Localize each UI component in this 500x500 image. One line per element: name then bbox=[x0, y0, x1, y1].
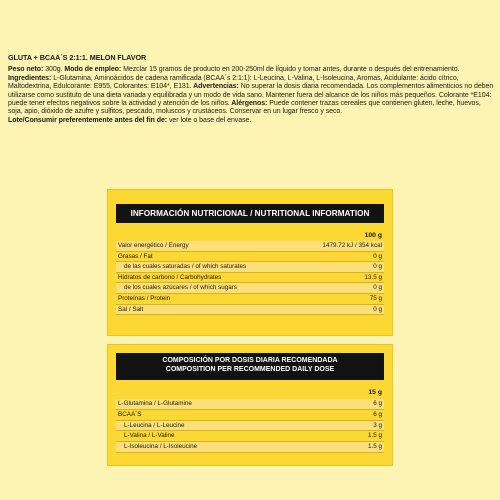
table-row bbox=[116, 283, 384, 294]
dose-rows bbox=[116, 399, 384, 453]
nutrition-card bbox=[107, 189, 393, 336]
table-row bbox=[116, 252, 384, 263]
product-description bbox=[8, 54, 494, 125]
table-row bbox=[116, 305, 384, 316]
row-label: L-Glutamina / L-Glutamine bbox=[118, 400, 192, 407]
advertencias-value: No superar la dosis diaria recomendada. Los complementos alimenticios no deben utilizarse como sustituto de una dieta variada y equilibrada y un modo de vida sano. Mantener fuera del alcance de los niños más pequeños. Colorante *E104: puede tener efectos negativos sobre la actividad y atención de los niños. bbox=[8, 83, 494, 108]
row-value: 0 g bbox=[373, 284, 382, 292]
nutrition-rows bbox=[116, 241, 384, 315]
row-value: 0 g bbox=[373, 252, 382, 260]
row-value: 0 g bbox=[373, 263, 382, 271]
nutrition-table bbox=[116, 231, 384, 315]
row-value: 1.5 g bbox=[367, 443, 382, 451]
lote-value: ver lote o base del envase. bbox=[167, 116, 252, 124]
nutrition-header: 100 g bbox=[364, 232, 382, 239]
row-label: Hidratos de carbono / Carbohydrates bbox=[118, 273, 222, 281]
row-label: Proteínas / Protein bbox=[118, 294, 171, 302]
row-label: L-Isoleucina / L-Isoleucine bbox=[124, 443, 198, 451]
dose-card bbox=[107, 344, 393, 466]
product-title: GLUTA + BCAA´S 2:1:1. MELON FLAVOR bbox=[8, 53, 147, 62]
row-label: de las cuales saturadas / of which saturates bbox=[124, 263, 247, 271]
table-row bbox=[116, 431, 384, 442]
row-value: 1479.72 kJ / 354 kcal bbox=[322, 242, 382, 249]
table-row bbox=[116, 410, 384, 421]
row-value: 1.5 g bbox=[367, 432, 382, 440]
peso-label: Peso neto: bbox=[8, 66, 44, 74]
table-row bbox=[116, 294, 384, 305]
nutrition-title: INFORMACIÓN NUTRICIONAL / NUTRITIONAL INFORMATION bbox=[116, 204, 384, 223]
dose-header: 15 g bbox=[368, 389, 382, 396]
lote-label: Lote/Consumir preferentemente antes del fin de: bbox=[8, 116, 168, 124]
row-label: Sal / Salt bbox=[118, 305, 144, 313]
row-value: 3 g bbox=[373, 421, 382, 429]
row-label: BCAA´S bbox=[118, 410, 142, 418]
table-row bbox=[116, 262, 384, 273]
modo-label: Modo de empleo: bbox=[62, 66, 122, 74]
dose-title bbox=[116, 353, 384, 380]
row-label: Valor energético / Energy bbox=[118, 242, 189, 249]
ingredientes-value: L-Glutamina, Aminoácidos de cadena ramificada (BCAA´s 2:1:1): L-Leucina, L-Valina, L-Isoleucina, Aromas, Acidulante: ácido cítrico, Maltodextrina, Edulcorante: E955, Colorantes: E104*, E131. bbox=[8, 74, 459, 91]
table-row bbox=[116, 241, 384, 252]
row-label: L-Valina / L-Valine bbox=[124, 432, 175, 440]
row-label: de los cuales azúcares / of which sugars bbox=[124, 284, 238, 292]
table-row bbox=[116, 442, 384, 453]
row-value: 0 g bbox=[373, 305, 382, 313]
advertencias-label: Advertencias: bbox=[191, 83, 239, 91]
peso-value: 300g. bbox=[43, 66, 63, 74]
row-value: 6 g bbox=[373, 410, 382, 418]
table-row bbox=[116, 273, 384, 284]
table-row bbox=[116, 421, 384, 432]
row-value: 13.5 g bbox=[364, 273, 382, 281]
ingredientes-label: Ingredientes: bbox=[8, 74, 52, 82]
dose-title-line1: COMPOSICIÓN POR DOSIS DIARIA RECOMENDADA bbox=[162, 357, 338, 364]
dose-table bbox=[116, 387, 384, 453]
row-value: 75 g bbox=[369, 294, 382, 302]
modo-value: Mezclar 15 gramos de producto en 200-250ml de líquido y tomar antes, durante o después del entrenamiento. bbox=[121, 66, 460, 74]
product-details bbox=[8, 66, 494, 125]
row-label: L-Leucina / L-Leucine bbox=[124, 421, 185, 429]
dose-title-line2: COMPOSITION PER RECOMMENDED DAILY DOSE bbox=[165, 366, 335, 373]
row-value: 6 g bbox=[373, 400, 382, 407]
alergenos-value: Puede contener trazas cereales que contienen gluten, leche, huevos, soja, apio, dióxido de azufre y sulfitos, pescado, moluscos y crustáceos. Conservar en un lugar fresco y seco. bbox=[8, 100, 481, 116]
table-row bbox=[116, 399, 384, 410]
row-label: Grasas / Fat bbox=[118, 252, 153, 260]
alergenos-label: Alérgenos: bbox=[229, 100, 268, 108]
